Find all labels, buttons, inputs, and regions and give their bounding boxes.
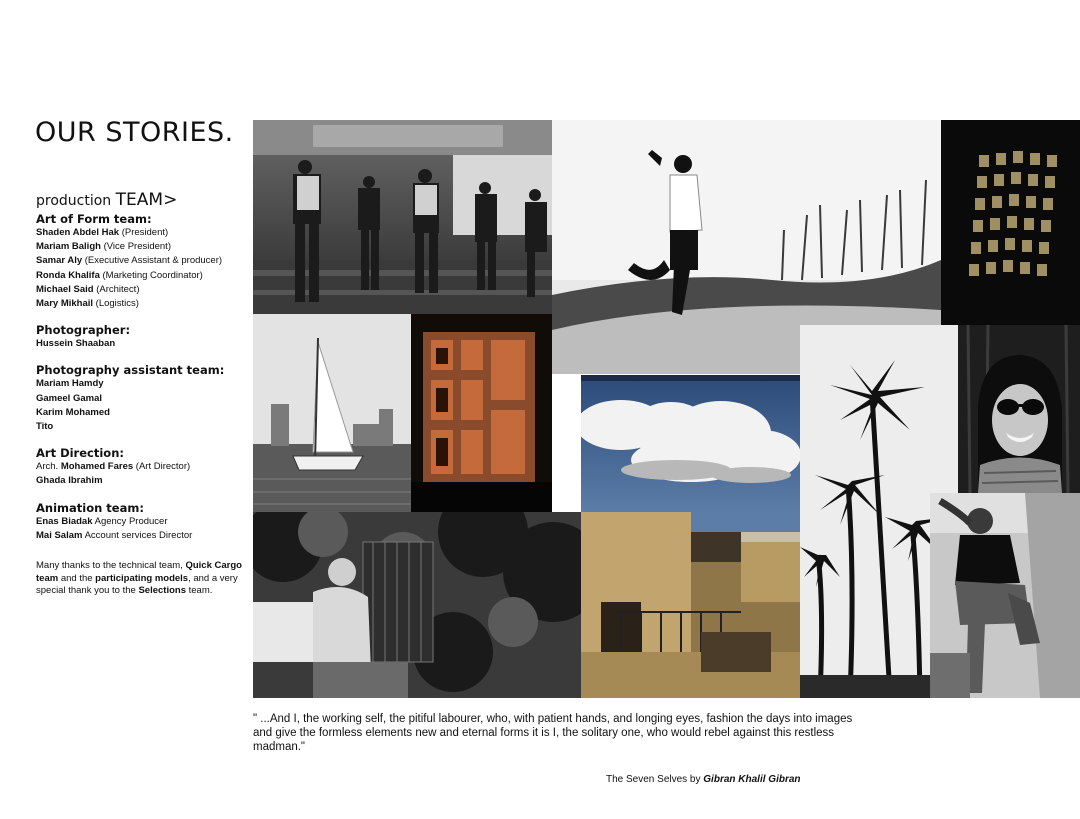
credit-role: (Art Director) [135, 461, 191, 473]
credit-name: Mohamed Fares [60, 461, 134, 473]
credit-line [36, 226, 251, 240]
credit-line [36, 529, 251, 543]
photo-ornate-door [411, 314, 552, 512]
section-title: Photographer: [36, 323, 131, 338]
credit-prefix: Arch. [36, 461, 61, 473]
section-title: Art Direction: [36, 446, 124, 461]
thanks-note [36, 560, 248, 598]
credit-name: Ghada Ibrahim [36, 475, 103, 487]
credit-line [36, 392, 251, 406]
photo-clouds [581, 375, 800, 512]
team-heading-main: TEAM> [115, 190, 178, 210]
credit-line [36, 337, 251, 351]
attribution-author: Gibran Khalil Gibran [703, 774, 801, 785]
section-title: Photography assistant team: [36, 363, 225, 378]
credit-role: Account services Director [84, 529, 193, 541]
credit-role: Agency Producer [94, 515, 168, 527]
credits-section-art-of-form [36, 212, 251, 311]
credit-line [36, 283, 251, 297]
photo-sailboat [253, 314, 411, 512]
thanks-text: team. [186, 585, 213, 596]
credits-section-photo-assistants [36, 363, 251, 434]
credit-name: Karim Mohamed [36, 406, 110, 418]
credit-role: (Marketing Coordinator) [102, 269, 203, 281]
attribution-text: The Seven Selves by [606, 774, 704, 785]
credits-section-animation [36, 501, 251, 543]
credit-name: Mariam Hamdy [36, 378, 104, 390]
section-title: Animation team: [36, 500, 144, 515]
thanks-bold: Quick Cargo team [36, 560, 242, 584]
credits-section-photographer [36, 323, 251, 351]
credit-name: Hussein Shaaban [36, 338, 116, 350]
credit-name: Shaden Abdel Hak [36, 227, 120, 238]
credit-name: Michael Said [36, 283, 94, 295]
photo-woman-sunglasses [958, 325, 1080, 493]
thanks-bold: participating models [95, 572, 189, 584]
quote-text: " ...And I, the working self, the pitiful labourer, who, with patient hands, and longing eyes, fashion the days into images and give the formless elements new and eternal forms it is I, the solitary one, who would rebel against this restless madman." [253, 713, 853, 754]
credit-name: Enas Biadak [36, 515, 93, 527]
credit-name: Ronda Khalifa [36, 269, 100, 281]
photo-building [581, 512, 800, 698]
credit-line [36, 515, 251, 529]
section-title: Art of Form team: [36, 212, 152, 226]
credit-line [36, 297, 251, 311]
credit-role: (Vice President) [103, 241, 171, 253]
credit-name: Tito [36, 421, 54, 433]
thanks-bold: Selections [138, 585, 186, 596]
thanks-text: and the [58, 572, 96, 584]
photo-interior-crowd [253, 120, 552, 314]
credit-line [36, 420, 251, 434]
credit-line [36, 460, 251, 474]
credit-role: (Executive Assistant & producer) [84, 255, 223, 267]
credits-list [36, 212, 251, 555]
quote-attribution [606, 774, 801, 785]
photo-garden-man [253, 512, 581, 698]
team-heading [36, 190, 177, 210]
credit-line [36, 406, 251, 420]
credit-line [36, 474, 251, 488]
credit-line [36, 240, 251, 254]
thanks-text: Many thanks to the technical team, [36, 560, 186, 571]
credit-name: Mai Salam [36, 529, 83, 541]
credit-name: Mary Mikhail [36, 298, 94, 310]
credit-role: (Architect) [96, 283, 140, 295]
photo-window-light [941, 120, 1080, 325]
credit-line [36, 377, 251, 391]
credit-role: (President) [121, 227, 169, 238]
credit-role: (Logistics) [95, 298, 139, 310]
credit-name: Samar Aly [36, 255, 83, 267]
team-heading-prefix: production [36, 193, 112, 209]
credit-name: Mariam Baligh [36, 241, 101, 253]
credit-line [36, 269, 251, 283]
page-title: OUR STORIES. [35, 117, 234, 148]
photo-seated-man [930, 493, 1080, 698]
credit-name: Gameel Gamal [36, 392, 103, 404]
thanks-text: , and a very special thank you to the [36, 572, 238, 596]
credit-line [36, 254, 251, 268]
credits-section-art-direction [36, 446, 251, 488]
